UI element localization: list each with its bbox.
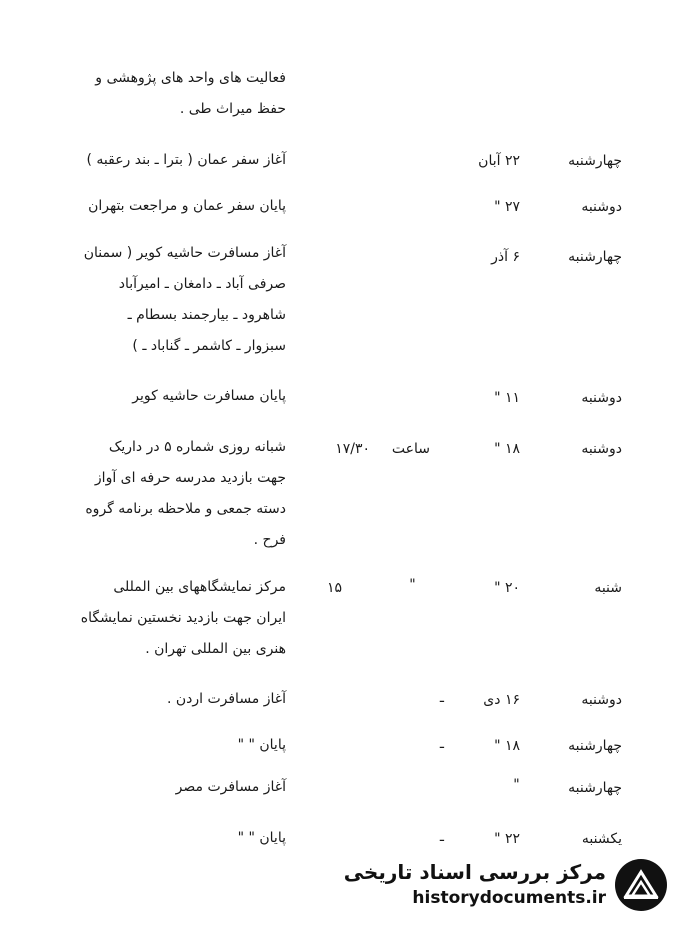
entry-day: دوشنبه [581,390,622,406]
intro-line: فعالیت های واحد های پژوهشی و [95,70,286,86]
entry-day: چهارشنبه [568,780,622,796]
entry-date: ۲۷ " [494,199,520,215]
entry-dash: ـ [439,690,444,706]
description-line: شاهرود ـ بیارجمند بسطام ـ [127,307,286,323]
entry-time: ۱۷/۳۰ [335,441,370,457]
entry-description [26,823,286,854]
watermark-url: historydocuments.ir [412,888,606,908]
description-line: پایان " " [237,737,286,753]
entry-day: دوشنبه [581,441,622,457]
entry-date: ۱۸ " [494,738,520,754]
description-line: پایان مسافرت حاشیه کویر [132,388,286,404]
intro-block [26,63,286,125]
entry-date: ۱۱ " [494,390,520,406]
description-line: ایران جهت بازدید نخستین نمایشگاه [80,610,286,626]
description-line: پایان سفر عمان و مراجعت بتهران [88,198,286,214]
entry-description [26,772,286,803]
entry-description [26,191,286,222]
archive-watermark [343,854,670,916]
entry-description [26,684,286,715]
description-line: شبانه روزی شماره ۵ در داریک [108,439,286,455]
entry-day: چهارشنبه [568,153,622,169]
entry-day: شنبه [594,580,622,596]
intro-line: حفظ میراث طی . [179,101,286,117]
entry-description [26,145,286,176]
entry-description [26,730,286,761]
entry-clock-label: " [409,577,416,593]
entry-day: دوشنبه [581,692,622,708]
description-line: هنری بین المللی تهران . [145,641,286,657]
entry-description [26,432,286,556]
description-line: سبزوار ـ کاشمر ـ گناباد ـ ) [132,338,286,354]
watermark-title: مرکز بررسی اسناد تاریخی [343,860,606,884]
entry-description [26,238,286,362]
archive-logo-icon [612,856,670,914]
description-line: آغاز مسافرت اردن . [166,691,286,707]
entry-dash: ـ [439,829,444,845]
entry-clock-label: ساعت [391,441,430,457]
entry-date: ۲۰ " [494,580,520,596]
entry-date: ۱۶ دی [483,692,520,708]
description-line: مرکز نمایشگاههای بین المللی [113,579,286,595]
description-line: جهت بازدید مدرسه حرفه ای آواز [94,470,286,486]
entry-date: ۱۸ " [494,441,520,457]
entry-time: ۱۵ [326,580,342,596]
description-line: آغاز مسافرت مصر [175,779,286,795]
entry-date: ۲۲ " [494,831,520,847]
description-line: فرح . [253,532,286,548]
description-line: صرفی آباد ـ دامغان ـ امیرآباد [118,276,286,292]
description-line: دسته جمعی و ملاحظه برنامه گروه [85,501,286,517]
entry-date: ۶ آذر [491,249,520,265]
entry-day: چهارشنبه [568,249,622,265]
description-line: پایان " " [237,830,286,846]
entry-description [26,572,286,665]
entry-day: یکشنبه [581,831,622,847]
entry-day: چهارشنبه [568,738,622,754]
entry-date: " [513,777,520,793]
entry-description [26,381,286,412]
entry-day: دوشنبه [581,199,622,215]
entry-dash: ـ [439,736,444,752]
description-line: آغاز سفر عمان ( بترا ـ بند رعقبه ) [86,152,286,168]
description-line: آغاز مسافرت حاشیه کویر ( سمنان [83,245,286,261]
entry-date: ۲۲ آبان [478,153,520,169]
